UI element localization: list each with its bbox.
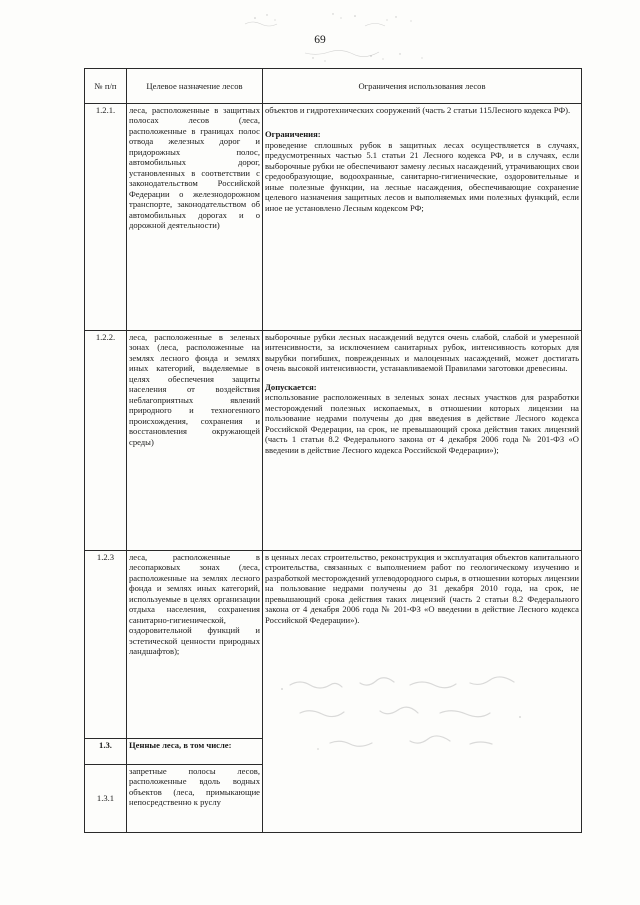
allowed-paragraph: использование расположенных в зеленых зонах лесных участков для разработки месторождений полезных ископаемых, в отношении которых лицензии на пользование недрами получены до дня введения в действие Лесного кодекса Российской Федерации, на срок, не превышающий срока действия таких лицензий (часть 1 статьи 8.2 Федерального закона от 4 декабря 2006 года № 201-ФЗ «О введении в действие Лесного кодекса Российской Федерации»); [265,392,579,455]
header-number: № п/п [85,69,127,104]
row-restrictions [263,104,582,331]
row-restrictions [263,331,582,551]
restrictions-heading: Ограничения: [265,129,321,140]
row-purpose: леса, расположенные в лесопарковых зонах (леса, расположенные на землях лесного фонда и землях иных категорий, используемые в целях организации отдыха населения, сохранения санитарно-гигиенической, оздоровительной функций и эстетической ценности природных ландшафтов); [127,551,263,739]
row-number: 1.3.1 [85,765,127,833]
restriction-paragraph: выборочные рубки лесных насаждений ведутся очень слабой, слабой и умеренной интенсивности, за исключением санитарных рубок, интенсивность которых для вырубки погибших, поврежденных и малоценных насаждений, может достигать очень высокой интенсивности, устанавливаемой Правилами заготовки древесины. [265,332,579,374]
restriction-paragraph: проведение сплошных рубок в защитных лесах осуществляется в случаях, предусмотренных частью 5.1 статьи 21 Лесного кодекса РФ, и в случаях, если выборочные рубки не обеспечивают замену лесных насаждений, утрачивающих свои средообразующие, водоохранные, санитарно-гигиенические, оздоровительные и иные полезные функции, на лесные насаждения, обеспечивающие сохранение целевого назначения защитных лесов и выполняемых ими полезных функций, если иное не установлено Лесным кодексом РФ; [265,139,579,213]
row-restrictions [263,551,582,833]
allowed-heading: Допускается: [265,381,317,392]
table-row [85,104,582,331]
restriction-intro: объектов и гидротехнических сооружений (часть 2 статьи 115Лесного кодекса РФ). [265,105,571,115]
row-purpose: Ценные леса, в том числе: [127,739,263,765]
table-row [85,551,582,739]
row-number: 1.3. [85,739,127,765]
header-purpose: Целевое назначение лесов [127,69,263,104]
forest-restrictions-table [84,68,582,833]
header-restrictions: Ограничения использования лесов [263,69,582,104]
row-purpose: леса, расположенные в зеленых зонах (леса, расположенные на землях лесного фонда и землях иных категорий, выделяемые в целях обеспечения защиты населения от воздействия неблагоприятных явлений природного и техногенного происхождения, сохранения и восстановления окружающей среды) [127,331,263,551]
row-number: 1.2.2. [85,331,127,551]
row-purpose: леса, расположенные в защитных полосах лесов (леса, расположенные в границах полос отвода железных дорог и придорожных полос, автомобильных дорог, установленных в соответствии с законодательством Российской Федерации о железнодорожном транспорте, законодательством об автомобильных дорогах и о дорожной деятельности) [127,104,263,331]
allowed-paragraph: в ценных лесах строительство, реконструкция и эксплуатация объектов капитального строительства, связанных с выполнением работ по геологическому изучению и разработкой месторождений углеводородного сырья, в отношении которых лицензии на пользование недрами получены до 31 декабря 2010 года, на срок, не превышающий срока действия таких лицензий (часть 2 статьи 8.2 Федерального закона от 4 декабря 2006 года № 201-ФЗ «О введении в действие Лесного кодекса Российской Федерации»). [265,552,579,625]
row-number: 1.2.1. [85,104,127,331]
table-row [85,331,582,551]
page-number: 69 [314,34,326,46]
row-number: 1.2.3 [85,551,127,739]
row-purpose: запретные полосы лесов, расположенные вдоль водных объектов (леса, примыкающие непосредственно к руслу [127,765,263,833]
table-header-row [85,69,582,104]
